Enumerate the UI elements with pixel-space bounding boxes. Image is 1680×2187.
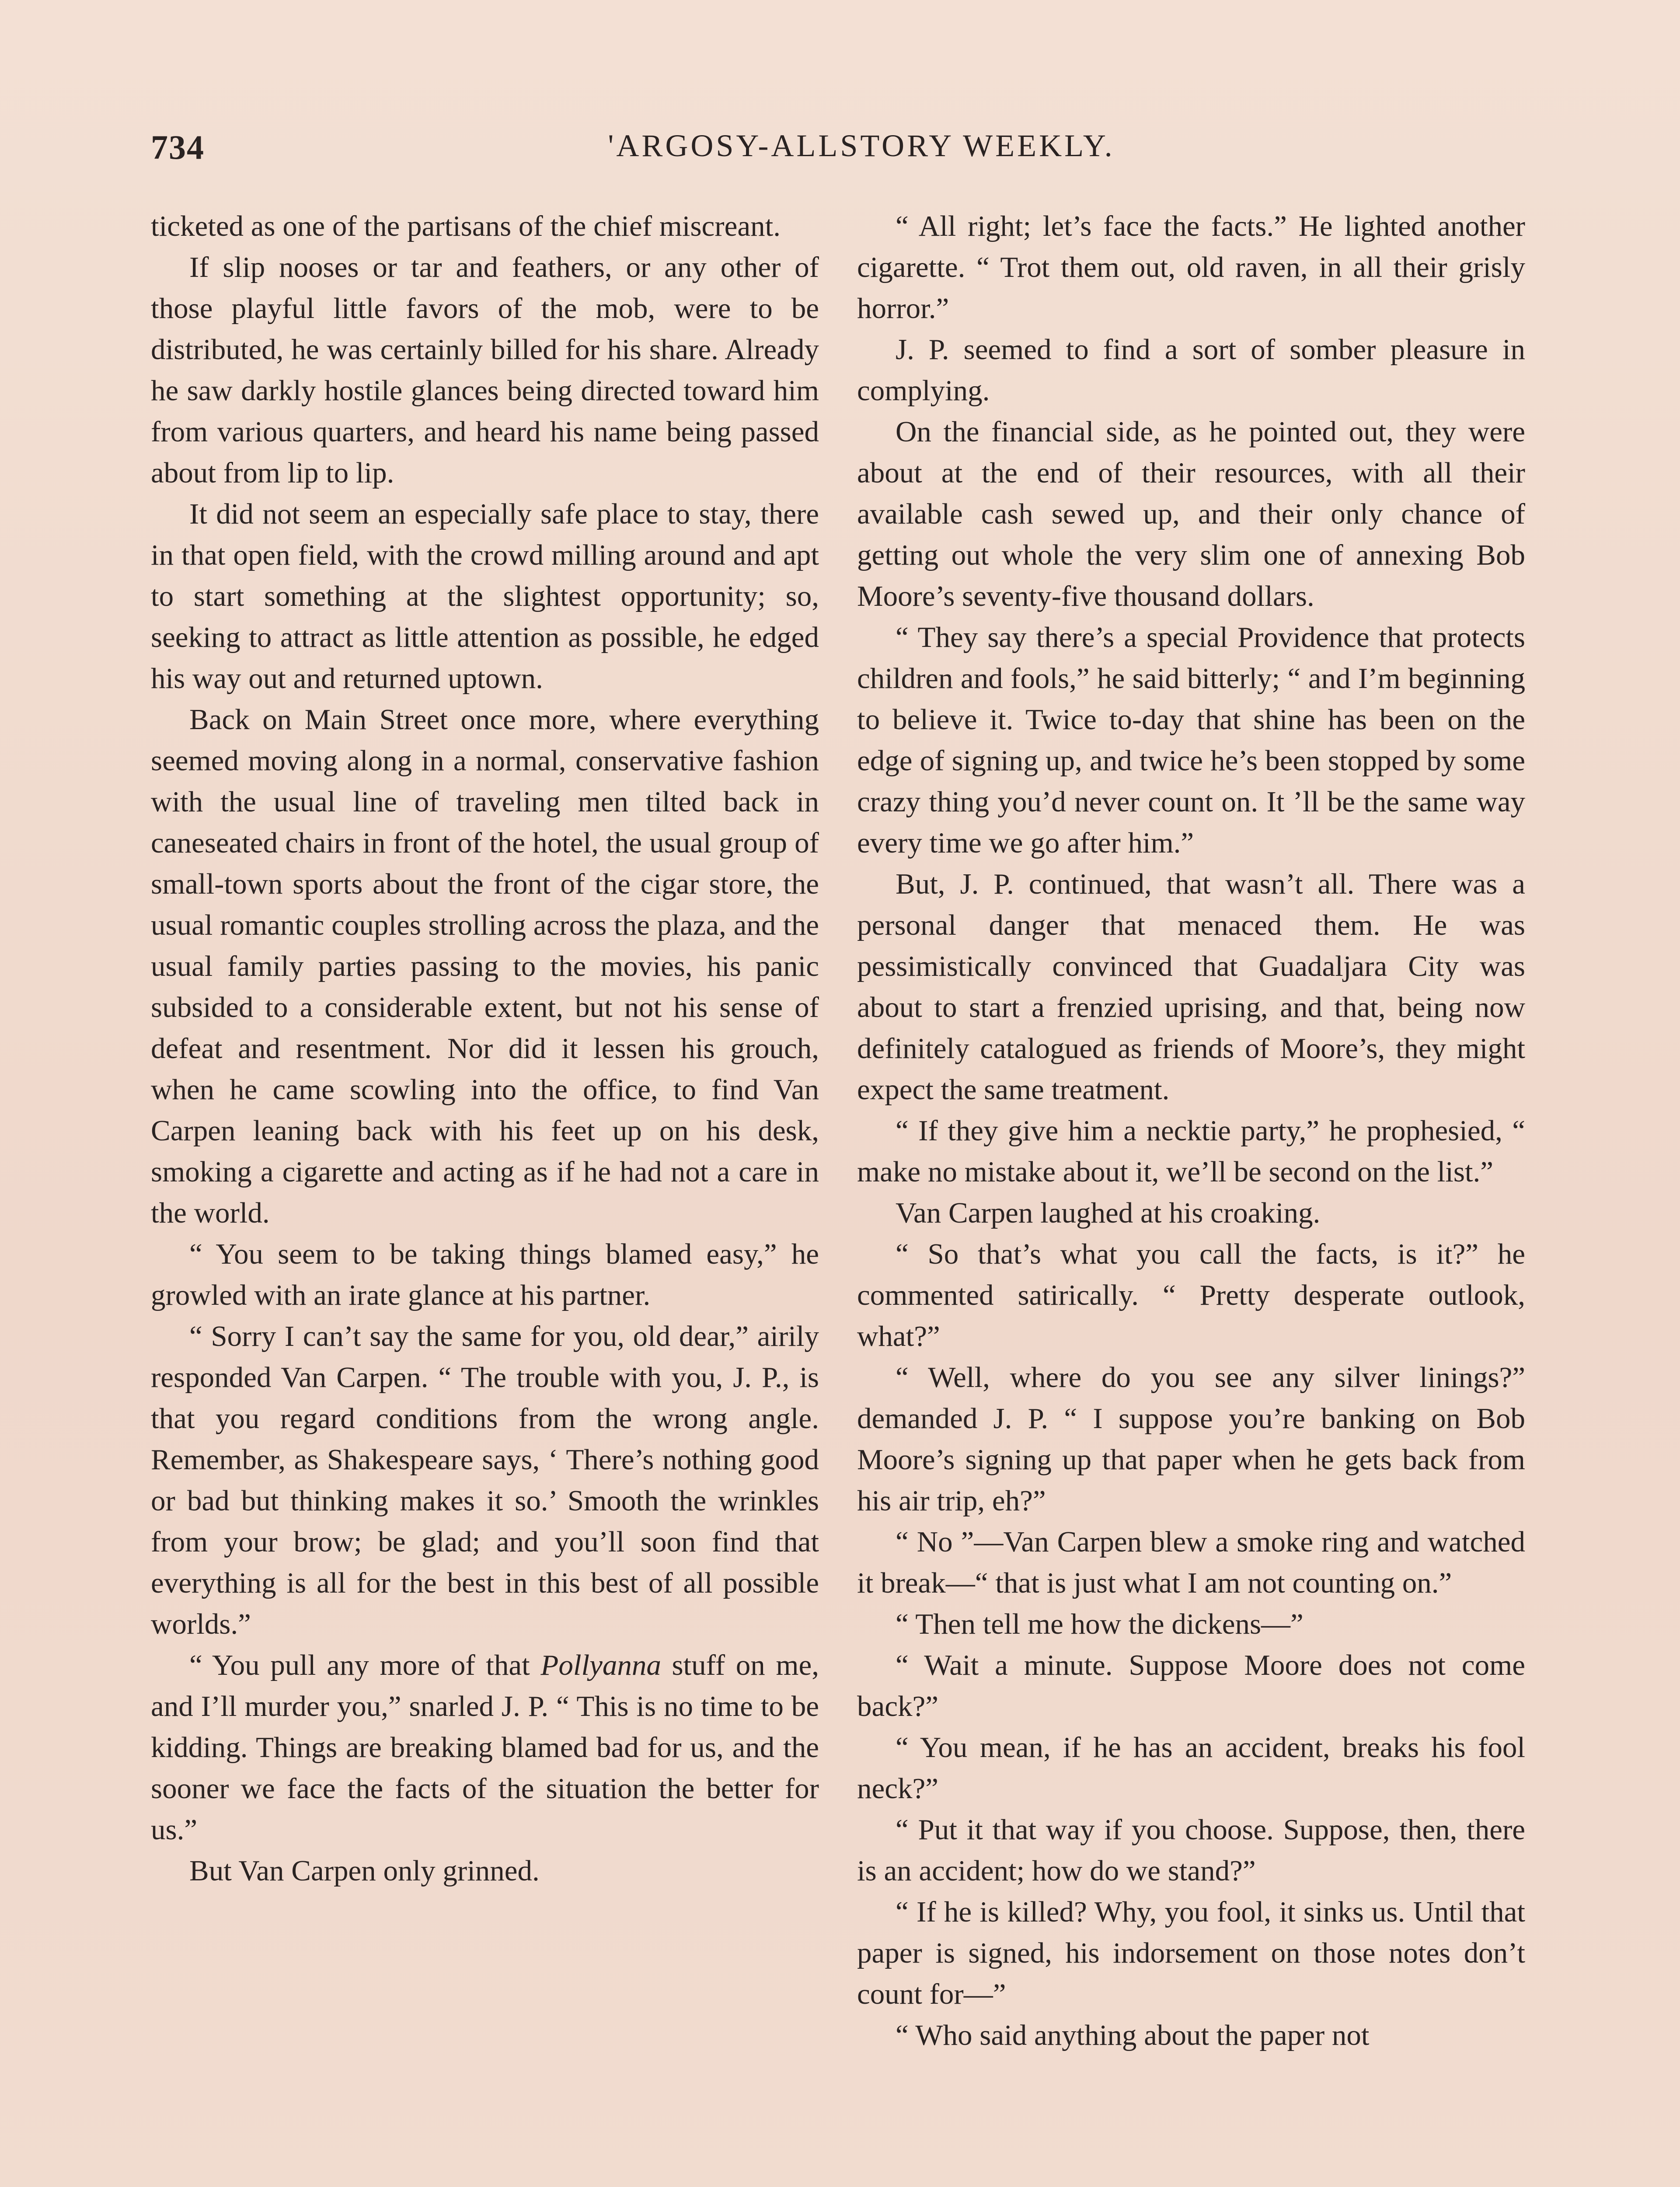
paragraph: “ Who said anything about the paper not	[896, 2019, 1370, 2051]
paragraph: Back on Main Street once more, where everything seemed moving along in a normal, conservative fashion with the usual line of traveling men tilted back in caneseated chairs in front of the hotel, the usual group of small-town sports about the front of the cigar store, the usual romantic couples strolling across the plaza, and the usual family parties passing to the movies, his panic subsided to a considerable extent, but not his sense of defeat and resentment. Nor did it lessen his grouch, when he came scowling into the office, to find Van Carpen leaning back with his feet up on his desk, smoking a cigarette and acting as if he had not a care in the world.	[151, 703, 819, 1229]
paragraph: J. P. seemed to find a sort of somber pleasure in complying.	[857, 333, 1525, 407]
paragraph: “ Well, where do you see any silver linings?” demanded J. P. “ I suppose you’re banking on Bob Moore’s signing up that paper when he gets back from his air trip, eh?”	[857, 1361, 1525, 1517]
paragraph: “ They say there’s a special Providence that protects children and fools,” he said bitterly; “ and I’m beginning to believe it. Twice to-day that shine has been on the edge of signing up, and twice he’s been stopped by some crazy thing you’d never count on. It ’ll be the same way every time we go after him.”	[857, 621, 1525, 859]
paragraph: “ If he is killed? Why, you fool, it sinks us. Until that paper is signed, his indorsement on those notes don’t count for—”	[857, 1896, 1525, 2010]
paragraph: “ Sorry I can’t say the same for you, old dear,” airily responded Van Carpen. “ The trouble with you, J. P., is that you regard conditions from the wrong angle. Remember, as Shakespeare says, ‘ There’s nothing good or bad but thinking makes it so.’ Smooth the wrinkles from your brow; be glad; and you’ll soon find that everything is all for the best in this best of all possible worlds.”	[151, 1320, 819, 1640]
paragraph: “ Put it that way if you choose. Suppose, then, there is an accident; how do we stand?”	[857, 1813, 1525, 1887]
paragraph: But Van Carpen only grinned.	[189, 1855, 540, 1887]
paragraph: “ So that’s what you call the facts, is it?” he commented satirically. “ Pretty desperate outlook, what?”	[857, 1238, 1525, 1352]
running-title: 'ARGOSY-ALLSTORY WEEKLY.	[608, 128, 1115, 163]
paragraph: ticketed as one of the partisans of the chief miscreant.	[151, 210, 781, 242]
paragraph: If slip nooses or tar and feathers, or any other of those playful little favors of the mob, were to be distributed, he was certainly billed for his share. Already he saw darkly hostile glances being directed toward him from various quarters, and heard his name being passed about from lip to lip.	[151, 251, 819, 489]
right-column	[857, 206, 1525, 2056]
paragraph: “ You mean, if he has an accident, breaks his fool neck?”	[857, 1731, 1525, 1805]
paragraph: “ Wait a minute. Suppose Moore does not come back?”	[857, 1649, 1525, 1722]
italic-title: Pollyanna	[540, 1649, 661, 1681]
left-column	[151, 206, 819, 1891]
paragraph-text: “ You pull any more of that	[189, 1649, 541, 1681]
paragraph: It did not seem an especially safe place to stay, there in that open field, with the crowd milling around and apt to start something at the slightest opportunity; so, seeking to attract as little attention as possible, he edged his way out and returned uptown.	[151, 498, 819, 695]
page-header	[151, 128, 1546, 185]
paragraph: “ All right; let’s face the facts.” He lighted another cigarette. “ Trot them out, old raven, in all their grisly horror.”	[857, 210, 1525, 325]
paragraph-text: stuff on me, and I’ll murder you,” snarled J. P. “ This is no time to be kidding. Things are breaking blamed bad for us, and the sooner we face the facts of the situation the better for us.”	[151, 1649, 819, 1846]
paragraph: Van Carpen laughed at his croaking.	[896, 1197, 1321, 1229]
page-number: 734	[151, 128, 205, 166]
paragraph: “ You seem to be taking things blamed easy,” he growled with an irate glance at his partner.	[151, 1238, 819, 1311]
paragraph: “ No ”—Van Carpen blew a smoke ring and watched it break—“ that is just what I am not counting on.”	[857, 1526, 1525, 1599]
paragraph	[151, 1645, 819, 1850]
paragraph: “ If they give him a necktie party,” he prophesied, “ make no mistake about it, we’ll be second on the list.”	[857, 1114, 1525, 1188]
paragraph: On the financial side, as he pointed out, they were about at the end of their resources, with all their available cash sewed up, and their only chance of getting out whole the very slim one of annexing Bob Moore’s seventy-five thousand dollars.	[857, 416, 1525, 612]
paragraph: “ Then tell me how the dickens—”	[896, 1608, 1304, 1640]
paragraph: But, J. P. continued, that wasn’t all. There was a personal danger that menaced them. He was pessimistically convinced that Guadaljara City was about to start a frenzied uprising, and that, being now definitely catalogued as friends of Moore’s, they might expect the same treatment.	[857, 868, 1525, 1106]
